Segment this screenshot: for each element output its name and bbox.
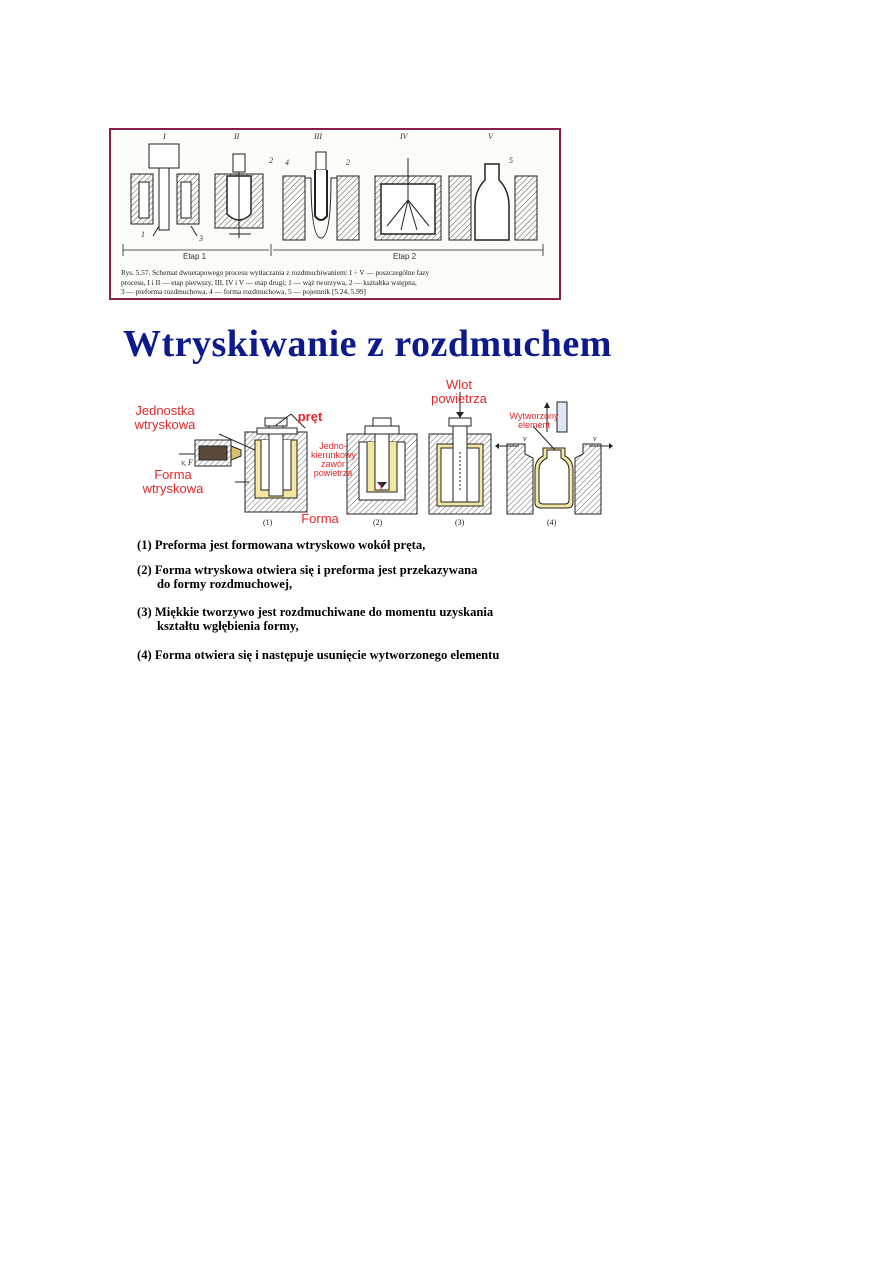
rod-label: pręt (297, 409, 323, 424)
part-number-2b: 2 (346, 158, 350, 167)
step-number-1: (1) (263, 518, 273, 527)
part-number-1: 1 (141, 230, 145, 239)
extrusion-blow-molding-figure (109, 128, 561, 300)
step-desc-number: (4) (137, 648, 152, 662)
valve-label: Jedno-kierunkowy zawór powietrza (311, 441, 357, 478)
step-desc-text: Miękkie tworzywo jest rozdmuchiwane do momentu uzyskania (154, 605, 494, 619)
step-desc-continuation: do formy rozdmuchowej, (157, 577, 293, 591)
step-desc-text: Forma otwiera się i następuje usunięcie wytworzonego elementu (154, 648, 500, 662)
step-desc-number: (1) (137, 538, 152, 552)
air-inlet-label: Wlot powietrza (431, 377, 487, 406)
step-description-1 (137, 538, 425, 552)
velocity-left-label: v (523, 434, 527, 443)
step-description-2 (137, 563, 477, 591)
step-number-4: (4) (547, 518, 557, 527)
produced-element-label: Wytworzony element (509, 411, 559, 430)
phase-label-IV: IV (400, 132, 408, 141)
injection-unit-label: Jednostka wtryskowa (134, 403, 196, 432)
step-desc-number: (2) (137, 563, 152, 577)
phase-II-drawing (215, 154, 263, 238)
phase-label-V: V (488, 132, 493, 141)
step-description-3 (137, 605, 493, 633)
stage-label-2: Etap 2 (393, 252, 417, 261)
injection-mold-label: Forma wtryskowa (142, 467, 204, 496)
step-desc-number: (3) (137, 605, 152, 619)
velocity-right-label: v (593, 434, 597, 443)
mold-label: Forma (301, 511, 339, 526)
part-number-3: 3 (199, 234, 203, 243)
phase-label-I: I (163, 132, 166, 141)
caption-line: 3 — preforma rozdmuchowa, 4 — forma rozdmuchowa, 5 — pojemnik [5.24, 5.99] (121, 287, 366, 296)
injection-blow-molding-slide (115, 322, 660, 680)
caption-line: Rys. 5.57. Schemat dwuetapowego procesu wytłaczania z rozdmuchiwaniem: I ÷ V — poszczególne fazy (121, 268, 430, 277)
step3-drawing (429, 392, 491, 514)
slide-title: Wtryskiwanie z rozdmuchem (123, 323, 612, 365)
part-number-5: 5 (509, 156, 513, 165)
step-description-4 (137, 648, 499, 662)
phase-V-drawing (449, 164, 537, 240)
caption-line: procesu, I i II — etap pierwszy, III, IV i V — etap drugi; 1 — wąż tworzywa, 2 — kształtka wstępna, (121, 277, 417, 287)
part-number-2: 2 (269, 156, 273, 165)
step-desc-text: Forma wtryskowa otwiera się i preforma jest przekazywana (154, 563, 478, 577)
step-number-2: (2) (373, 518, 383, 527)
part-number-4: 4 (285, 158, 289, 167)
phase-label-II: II (234, 132, 240, 141)
figure-caption (121, 268, 557, 297)
phase-label-III: III (314, 132, 322, 141)
phase-I-drawing (131, 144, 199, 236)
step-desc-continuation: kształtu wgłębienia formy, (157, 619, 299, 633)
step-number-3: (3) (455, 518, 465, 527)
step2-drawing (347, 418, 417, 514)
step-desc-text: Preforma jest formowana wtryskowo wokół pręta, (154, 538, 426, 552)
stage-label-1: Etap 1 (183, 252, 207, 261)
force-label: v, F (181, 458, 193, 467)
phase-IV-drawing (375, 158, 441, 240)
